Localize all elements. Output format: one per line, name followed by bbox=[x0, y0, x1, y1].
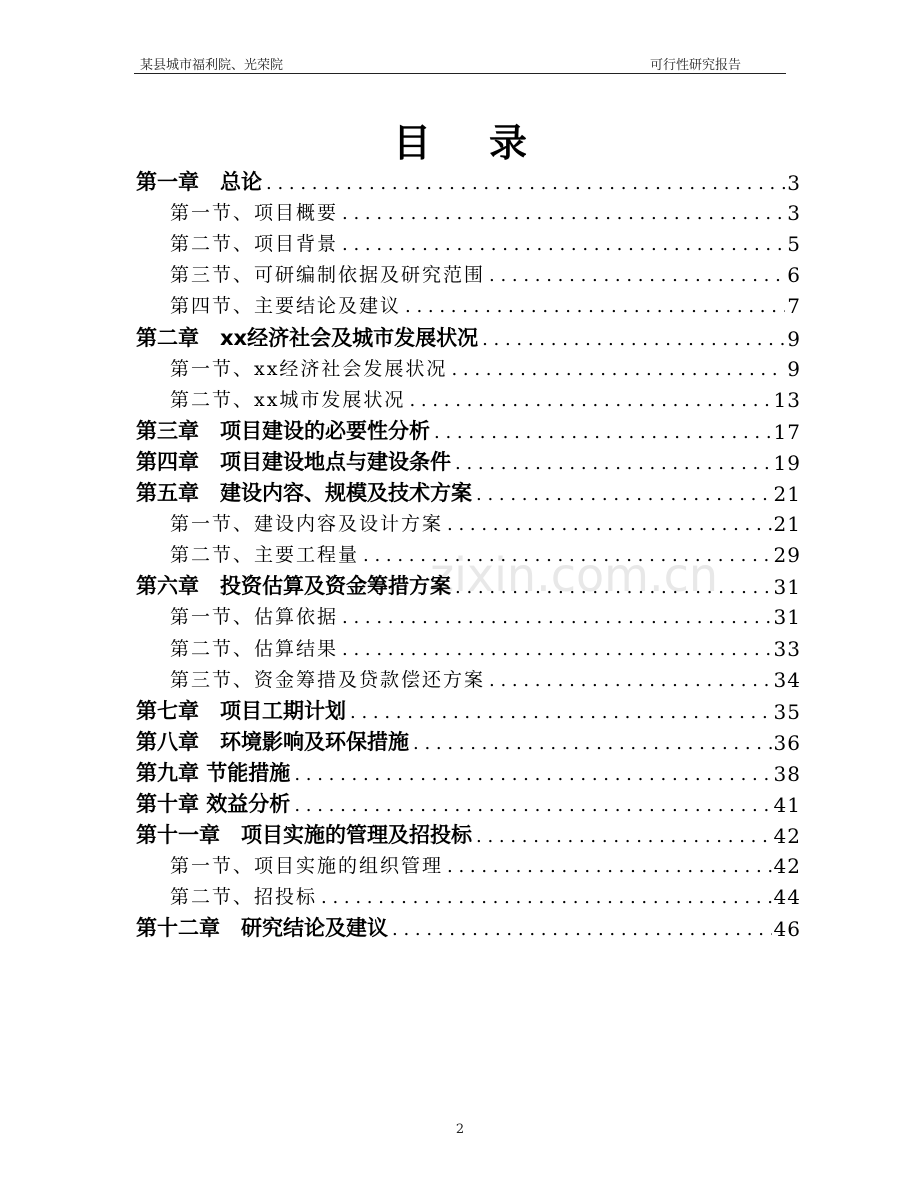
toc-leader-dots bbox=[489, 672, 772, 690]
page-number: 2 bbox=[455, 1122, 465, 1137]
toc-leader-dots bbox=[455, 579, 772, 597]
toc-leader-dots bbox=[342, 609, 772, 627]
toc-chapter-entry[interactable] bbox=[136, 916, 801, 942]
toc-chapter-entry[interactable] bbox=[136, 483, 801, 504]
toc-section-entry[interactable] bbox=[170, 232, 801, 257]
toc-page-number: 42 bbox=[773, 824, 801, 849]
toc-page-number: 3 bbox=[787, 171, 801, 195]
toc-chapter-entry[interactable] bbox=[136, 574, 801, 600]
toc-section-entry[interactable] bbox=[170, 356, 801, 381]
toc-page-number: 19 bbox=[773, 450, 801, 475]
toc-chapter-entry[interactable] bbox=[136, 698, 801, 724]
toc-page-number: 35 bbox=[773, 699, 801, 724]
toc-page-number: 9 bbox=[787, 356, 801, 381]
toc-leader-dots bbox=[392, 921, 772, 939]
toc-section-entry[interactable] bbox=[170, 885, 801, 910]
toc-entry-title: 第二节、招投标 bbox=[170, 886, 318, 909]
toc-chapter-entry[interactable] bbox=[136, 449, 801, 475]
toc-page-number: 3 bbox=[787, 201, 801, 226]
header-rule bbox=[134, 73, 786, 74]
toc-page-number: 31 bbox=[773, 575, 801, 600]
toc-page-number: 9 bbox=[787, 326, 801, 351]
toc-leader-dots bbox=[451, 361, 785, 379]
toc-entry-title: 第四节、主要结论及建议 bbox=[170, 295, 402, 318]
toc-entry-title: 第一节、估算依据 bbox=[170, 606, 339, 629]
toc-section-entry[interactable] bbox=[170, 854, 801, 879]
toc-section-entry[interactable] bbox=[170, 636, 801, 661]
toc-section-entry[interactable] bbox=[170, 294, 801, 319]
toc-section-entry[interactable] bbox=[170, 387, 801, 412]
toc-page-number: 13 bbox=[773, 387, 801, 412]
toc-page-number: 31 bbox=[773, 605, 801, 630]
toc-page-number: 34 bbox=[773, 667, 801, 692]
toc-entry-title: 第六章 投资估算及资金筹措方案 bbox=[136, 574, 451, 599]
toc-entry-title: 第一章 总论 bbox=[136, 170, 262, 194]
toc-leader-dots bbox=[266, 175, 785, 193]
toc-entry-title: 第十二章 研究结论及建议 bbox=[136, 916, 388, 941]
toc-leader-dots bbox=[350, 704, 772, 722]
toc-leader-dots bbox=[447, 516, 772, 534]
toc-leader-dots bbox=[434, 424, 772, 442]
toc-entry-title: 第二节、xx城市发展状况 bbox=[170, 388, 406, 411]
toc-page-number: 46 bbox=[773, 917, 801, 942]
toc-section-entry[interactable] bbox=[170, 201, 801, 226]
toc-entry-title: 第二节、项目背景 bbox=[170, 233, 339, 256]
toc-entry-title: 第一节、项目实施的组织管理 bbox=[170, 855, 444, 878]
toc-leader-dots bbox=[447, 858, 772, 876]
watermark: zixin.com.cn bbox=[430, 548, 719, 602]
toc-entry-title: 第一节、建设内容及设计方案 bbox=[170, 513, 444, 536]
toc-entry-title: 第一节、项目概要 bbox=[170, 202, 339, 225]
toc-leader-dots bbox=[342, 205, 785, 223]
toc-entry-title: 第十章 效益分析 bbox=[136, 792, 291, 816]
toc-chapter-entry[interactable] bbox=[136, 794, 801, 815]
toc-page-number: 44 bbox=[773, 885, 801, 910]
toc-page-number: 5 bbox=[787, 232, 801, 257]
toc-page-number: 36 bbox=[773, 730, 801, 755]
toc-entry-title: 第三章 项目建设的必要性分析 bbox=[136, 418, 430, 443]
toc-chapter-entry[interactable] bbox=[136, 418, 801, 444]
toc-entry-title: 第十一章 项目实施的管理及招投标 bbox=[136, 823, 472, 848]
toc-leader-dots bbox=[405, 298, 785, 316]
toc-entry-title: 第七章 项目工期计划 bbox=[136, 698, 346, 723]
toc-chapter-entry[interactable] bbox=[136, 760, 801, 786]
toc-entry-title: 第三节、可研编制依据及研究范围 bbox=[170, 264, 486, 287]
toc-leader-dots bbox=[363, 547, 772, 565]
toc-page-number: 7 bbox=[787, 294, 801, 319]
toc-page-number: 33 bbox=[773, 636, 801, 661]
toc-chapter-entry[interactable] bbox=[136, 172, 801, 193]
toc-chapter-entry[interactable] bbox=[136, 823, 801, 849]
toc-leader-dots bbox=[482, 331, 785, 349]
toc-page-number: 17 bbox=[773, 419, 801, 444]
toc-leader-dots bbox=[294, 766, 771, 784]
toc-section-entry[interactable] bbox=[170, 543, 801, 568]
toc-leader-dots bbox=[489, 267, 785, 285]
toc-section-entry[interactable] bbox=[170, 667, 801, 692]
toc-leader-dots bbox=[409, 392, 771, 410]
toc-leader-dots bbox=[342, 641, 772, 659]
toc-entry-title: 第九章 节能措施 bbox=[136, 760, 291, 785]
toc-page-number: 42 bbox=[773, 854, 801, 879]
toc-page-number: 29 bbox=[773, 543, 801, 568]
toc-entry-title: 第二节、主要工程量 bbox=[170, 544, 360, 567]
toc-leader-dots bbox=[413, 735, 772, 753]
header-left-text: 某县城市福利院、光荣院 bbox=[140, 58, 284, 73]
toc-chapter-entry[interactable] bbox=[136, 325, 801, 351]
toc-page-number: 21 bbox=[773, 512, 801, 537]
toc-leader-dots bbox=[476, 828, 772, 846]
toc-entry-title: 第三节、资金筹措及贷款偿还方案 bbox=[170, 668, 486, 691]
toc-page-number: 38 bbox=[773, 761, 801, 786]
toc-leader-dots bbox=[455, 455, 772, 473]
toc-leader-dots bbox=[342, 236, 785, 254]
toc-entry-title: 第八章 环境影响及环保措施 bbox=[136, 729, 409, 754]
toc-leader-dots bbox=[294, 797, 771, 815]
toc-entry-title: 第四章 项目建设地点与建设条件 bbox=[136, 449, 451, 474]
toc-section-entry[interactable] bbox=[170, 605, 801, 630]
toc-page-number: 6 bbox=[787, 263, 801, 288]
toc-page-number: 41 bbox=[773, 793, 801, 817]
page-title: 目录 bbox=[392, 121, 585, 165]
toc-page-number: 21 bbox=[773, 482, 801, 506]
toc-leader-dots bbox=[321, 889, 772, 907]
toc-entry-title: 第二节、估算结果 bbox=[170, 637, 339, 660]
toc-entry-title: 第五章 建设内容、规模及技术方案 bbox=[136, 481, 472, 505]
toc-entry-title: 第二章 xx经济社会及城市发展状况 bbox=[136, 325, 479, 350]
header-right-text: 可行性研究报告 bbox=[650, 58, 742, 73]
toc-section-entry[interactable] bbox=[170, 263, 801, 288]
toc-entry-title: 第一节、xx经济社会发展状况 bbox=[170, 357, 448, 380]
toc-leader-dots bbox=[476, 486, 772, 504]
toc-section-entry[interactable] bbox=[170, 512, 801, 537]
toc-chapter-entry[interactable] bbox=[136, 729, 801, 755]
